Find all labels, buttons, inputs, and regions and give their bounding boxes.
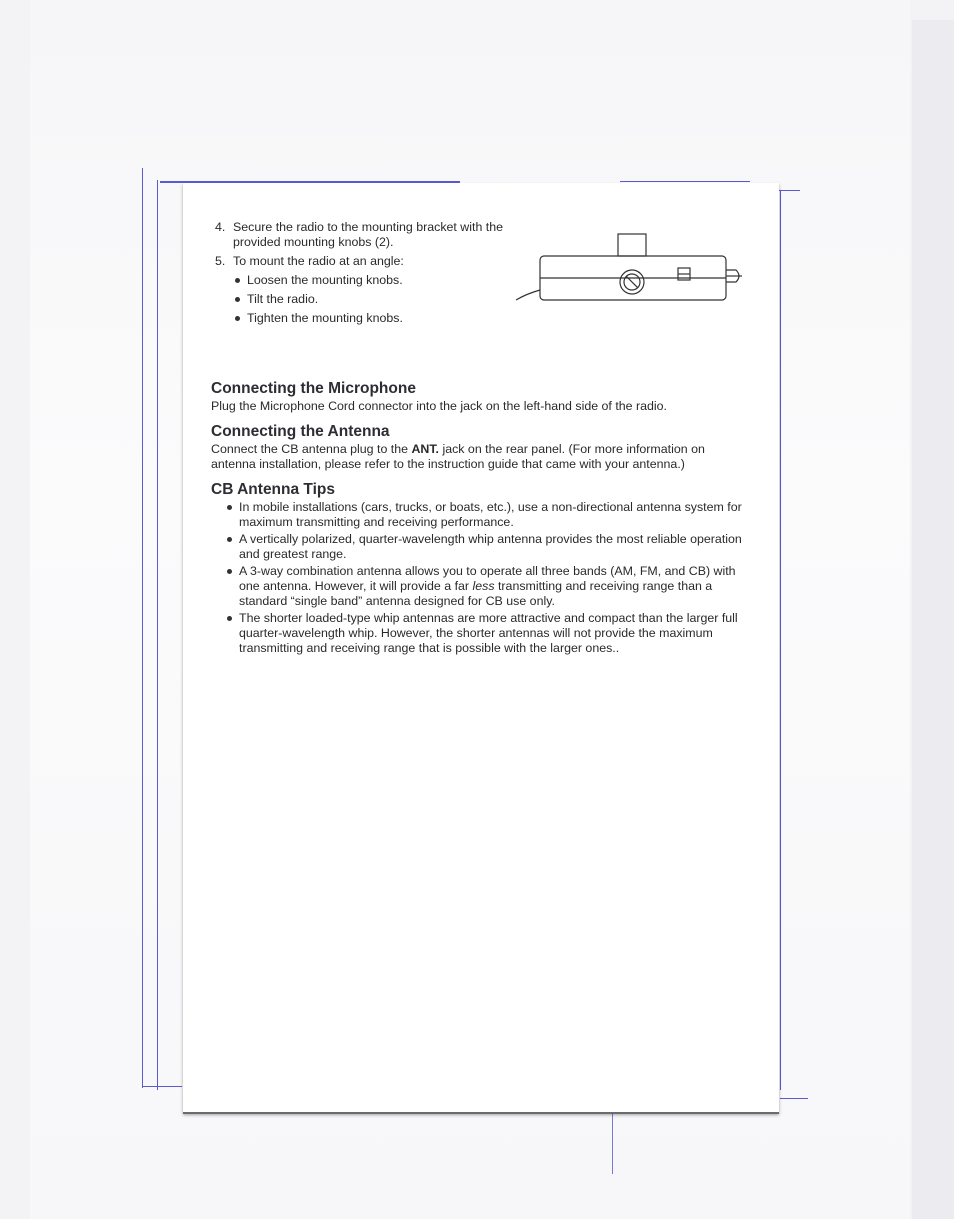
antenna-body-text: Connect the CB antenna plug to the — [211, 442, 412, 456]
microphone-heading: Connecting the Microphone — [211, 380, 416, 397]
antenna-body-text-rest: jack on the rear panel. (For more information on antenna installation, please refer to the instruction guide that came with your antenna.) — [211, 442, 705, 471]
step-5-bullets — [233, 273, 511, 326]
mounting-steps — [211, 220, 511, 326]
scan-border-top-right — [620, 181, 750, 182]
scan-edge-shadow — [912, 20, 954, 1219]
step-5 — [211, 254, 511, 326]
step-text: To mount the radio at an angle: — [233, 254, 404, 268]
list-item: In mobile installations (cars, trucks, or boats, etc.), use a non-directional antenna system for maximum transmitting and receiving performance. — [225, 500, 751, 530]
microphone-body: Plug the Microphone Cord connector into the jack on the left-hand side of the radio. — [211, 399, 667, 413]
scan-border-right-tick — [778, 190, 800, 191]
step-text: Secure the radio to the mounting bracket with the provided mounting knobs (2). — [233, 220, 503, 249]
scan-border-right — [780, 190, 781, 1090]
step-number: 4. — [215, 220, 226, 234]
list-item: A vertically polarized, quarter-wavelength whip antenna provides the most reliable operation and greatest range. — [225, 532, 751, 562]
tip-text: A 3-way combination antenna allows you to operate all three bands (AM, FM, and CB) with one antenna. However, it will provide a far — [239, 564, 736, 593]
list-item: Tilt the radio. — [233, 292, 511, 307]
step-number: 5. — [215, 254, 226, 268]
list-item: Loosen the mounting knobs. — [233, 273, 511, 288]
list-item — [225, 564, 751, 609]
antenna-body — [211, 442, 751, 472]
tips-heading: CB Antenna Tips — [211, 481, 336, 498]
scan-border-left — [142, 168, 143, 1088]
antenna-tips-list — [211, 500, 751, 656]
ant-jack-label: ANT. — [411, 442, 440, 456]
tip-emphasis: less — [472, 579, 495, 593]
page-content — [211, 220, 751, 658]
list-item: The shorter loaded-type whip antennas are more attractive and compact than the larger full quarter-wavelength whip. However, the shorter antennas will not provide the maximum transmitting and receiving range that is possible with the larger ones.. — [225, 611, 751, 656]
antenna-heading: Connecting the Antenna — [211, 423, 390, 440]
scan-border-bottom-left — [142, 1086, 182, 1087]
tip-text-rest: transmitting and receiving range than a standard “single band” antenna designed for CB use only. — [239, 579, 713, 608]
scan-border-bottom-right — [780, 1098, 808, 1099]
page-bottom-edge — [183, 1112, 779, 1114]
scan-border-bottom-stub — [612, 1114, 613, 1174]
step-4 — [211, 220, 511, 250]
list-item: Tighten the mounting knobs. — [233, 311, 511, 326]
scan-border-left-inner — [157, 180, 158, 1090]
